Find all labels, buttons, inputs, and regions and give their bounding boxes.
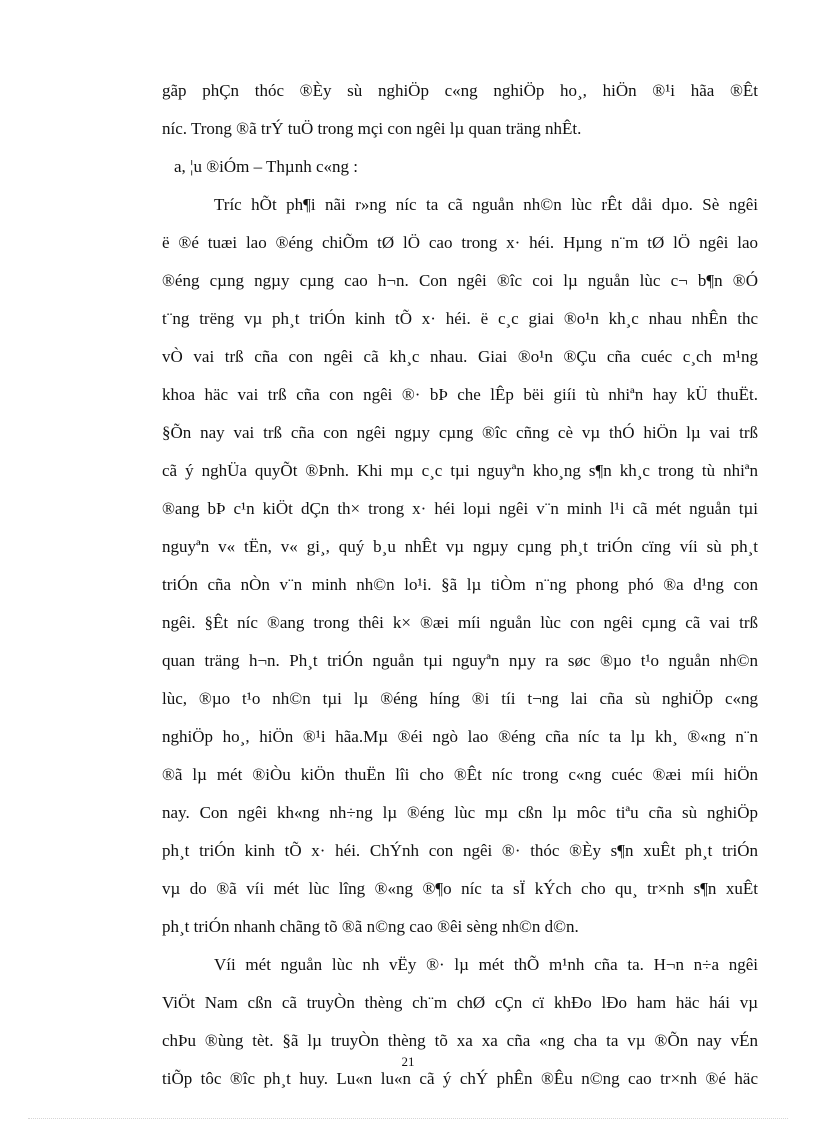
text-line: nay. Con ngêi kh«ng nh÷ng lµ ®éng lùc mµ cßn lµ môc tiªu cña sù nghiÖp xyxy=(162,803,758,822)
text-line: ®ang bÞ c¹n kiÖt dÇn th× trong x· héi loµi ngêi v¨n minh l¹i cã mét nguån tµi xyxy=(162,499,758,518)
text-line: ngêi. §Êt níc ®ang trong thêi k× ®æi míi nguån lùc con ngêi cµng cã vai trß xyxy=(162,613,758,632)
text-line: nghiÖp ho¸, hiÖn ®¹i hãa.Mµ ®éi ngò lao ®éng cña níc ta lµ kh¸ ®«ng n¨n xyxy=(162,727,758,746)
text-line: ®ã lµ mét ®iÒu kiÖn thuËn lîi cho ®Êt níc trong c«ng cuéc ®æi míi hiÖn xyxy=(162,765,758,784)
text-line: §Õn nay vai trß cña con ngêi ngµy cµng ®îc cñng cè vµ thÓ hiÖn lµ vai trß xyxy=(162,423,758,442)
text-line: lùc, ®µo t¹o nh©n tµi lµ ®éng híng ®i tíi t¬ng lai cña sù nghiÖp c«ng xyxy=(162,689,758,708)
text-line: t¨ng trëng vµ ph¸t triÓn kinh tÕ x· héi. ë c¸c giai ®o¹n kh¸c nhau nhÊn thc xyxy=(162,309,758,328)
text-line: ph¸t triÓn kinh tÕ x· héi. ChÝnh con ngêi ®· thóc ®Èy s¶n xuÊt ph¸t triÓn xyxy=(162,841,758,860)
section-heading: a, ¦u ®iÓm – Thµnh c«ng : xyxy=(174,157,358,176)
text-line: chÞu ®ùng tèt. §ã lµ truyÒn thèng tõ xa xa cña «ng cha ta vµ ®Õn nay vÉn xyxy=(162,1031,758,1050)
text-line: cã ý nghÜa quyÕt ®Þnh. Khi mµ c¸c tµi nguyªn kho¸ng s¶n kh¸c trong tù nhiªn xyxy=(162,461,758,480)
text-line: khoa häc vai trß cña con ngêi ®· bÞ che lÊp bëi giíi tù nhiªn hay kÜ thuËt. xyxy=(162,385,758,404)
text-line: vµ do ®ã víi mét lùc lîng ®«ng ®¶o níc ta sÏ kÝch cho qu¸ tr×nh s¶n xuÊt xyxy=(162,879,758,898)
text-line: ViÖt Nam cßn cã truyÒn thèng ch¨m chØ cÇn cï khÐo lÐo ham häc hái vµ xyxy=(162,993,758,1012)
text-line: Tríc hÕt ph¶i nãi r»ng níc ta cã nguån nh©n lùc rÊt dåi dµo. Sè ngêi xyxy=(214,195,758,214)
text-line: ph¸t triÓn nhanh chãng tõ ®ã n©ng cao ®êi sèng nh©n d©n. xyxy=(162,917,579,936)
text-line: vÒ vai trß cña con ngêi cã kh¸c nhau. Giai ®o¹n ®Çu cña cuéc c¸ch m¹ng xyxy=(162,347,758,366)
page-bottom-border xyxy=(28,1118,788,1119)
text-line: ë ®é tuæi lao ®éng chiÕm tØ lÖ cao trong x· héi. Hµng n¨m tØ lÖ ngêi lao xyxy=(162,233,758,252)
text-line: tiÕp tôc ®îc ph¸t huy. Lu«n lu«n cã ý chÝ phÊn ®Êu n©ng cao tr×nh ®é häc xyxy=(162,1069,758,1088)
text-line: Víi mét nguån lùc nh vËy ®· lµ mét thÕ m¹nh cña ta. H¬n n÷a ngêi xyxy=(214,955,758,974)
text-line: triÓn cña nÒn v¨n minh nh©n lo¹i. §ã lµ tiÒm n¨ng phong phó ®a d¹ng con xyxy=(162,575,758,594)
body-text xyxy=(162,72,758,1098)
text-line: nguyªn v« tËn, v« gi¸, quý b¸u nhÊt vµ ngµy cµng ph¸t triÓn cïng víi sù ph¸t xyxy=(162,537,758,556)
text-line: gãp phÇn thóc ®Èy sù nghiÖp c«ng nghiÖp ho¸, hiÖn ®¹i hãa ®Êt xyxy=(162,81,758,100)
text-line: quan träng h¬n. Ph¸t triÓn nguån tµi nguyªn nµy ra søc ®µo t¹o nguån nh©n xyxy=(162,651,758,670)
text-line: níc. Trong ®ã trÝ tuÖ trong mçi con ngêi lµ quan träng nhÊt. xyxy=(162,119,582,138)
page-number: 21 xyxy=(401,1054,415,1069)
text-line: ®éng cµng ngµy cµng cao h¬n. Con ngêi ®îc coi lµ nguån lùc c¬ b¶n ®Ó xyxy=(162,271,758,290)
